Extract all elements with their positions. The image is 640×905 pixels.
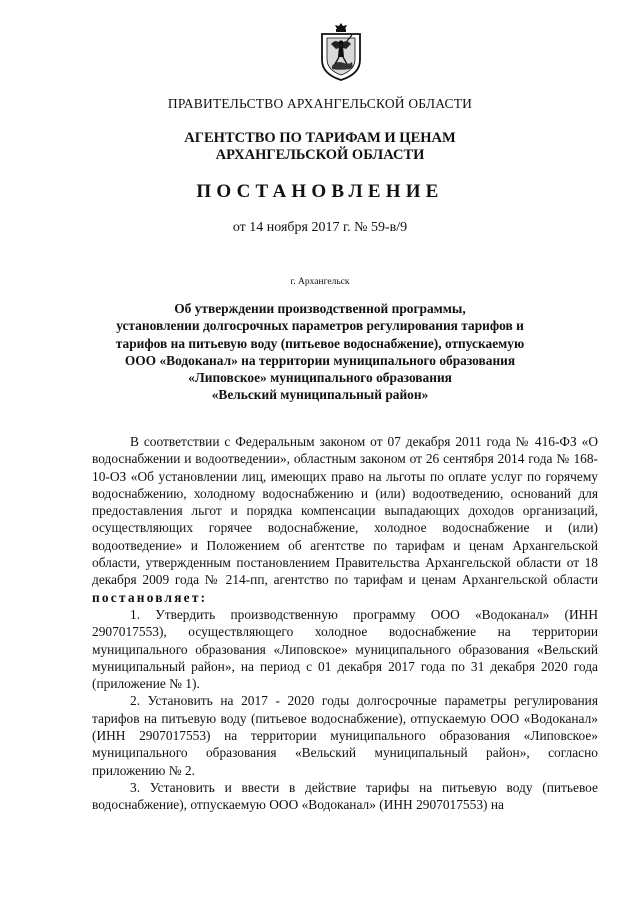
title-line-6: «Вельский муниципальный район»: [211, 387, 429, 403]
document-body: [92, 433, 598, 814]
item-2-paragraph: 2. Установить на 2017 - 2020 годы долгосрочные параметры регулирования тарифов на питьевую воду (питьевое водоснабжение), отпускаемую ООО «Водоканал» (ИНН 2907017553) на территории муниципального образования «Липовское» муниципального образования «Вельский муниципальный район», согласно приложению № 2.: [92, 693, 598, 778]
title-line-4: ООО «Водоканал» на территории муниципального образования: [124, 352, 516, 368]
agency-name: [0, 130, 640, 164]
item-3-paragraph: 3. Установить и ввести в действие тарифы на питьевую воду (питьевое водоснабжение), отпускаемую ООО «Водоканал» (ИНН 2907017553) на: [92, 779, 598, 813]
title-line-1: Об утверждении производственной программы,: [174, 301, 466, 316]
document-title: [0, 300, 640, 404]
decree-heading: ПОСТАНОВЛЕНИЕ: [196, 181, 444, 202]
title-line-5: «Липовское» муниципального образования: [188, 370, 452, 386]
title-line-3: тарифов на питьевую воду (питьевое водоснабжение), отпускаемую: [115, 335, 525, 351]
agency-name-line-1: АГЕНТСТВО ПО ТАРИФАМ И ЦЕНАМ: [184, 130, 456, 146]
city-name: г. Архангельск: [290, 277, 350, 287]
item-1-paragraph: 1. Утвердить производственную программу ООО «Водоканал» (ИНН 2907017553), осуществляющего холодное водоснабжение на территории муниципального образования «Липовское» муниципального образования «Вельский муниципальный район», на период с 01 декабря 2017 года по 31 декабря 2020 года (приложение № 1).: [92, 606, 598, 692]
resolves-keyword: постановляет:: [92, 589, 208, 605]
title-line-2: установлении долгосрочных параметров регулирования тарифов и: [116, 318, 524, 334]
arkhangelsk-coat-of-arms-icon: [317, 22, 365, 82]
agency-name-line-2: АРХАНГЕЛЬСКОЙ ОБЛАСТИ: [215, 147, 425, 163]
government-name: ПРАВИТЕЛЬСТВО АРХАНГЕЛЬСКОЙ ОБЛАСТИ: [167, 96, 473, 111]
intro-text: В соответствии с Федеральным законом от 07 декабря 2011 года № 416-ФЗ «О водоснабжении и водоотведении», областным законом от 26 сентября 2014 года № 168-10-ОЗ «Об установлении лиц, имеющих право на льготы по оплате услуг по горячему водоснабжению, холодному водоснабжению и (или) водоотведению, оснований для предоставления льгот и порядка компенсации выпадающих доходов организаций, осуществляющих горячее водоснабжение, холодное водоснабжение и (или) водоотведение» и Положением об агентстве по тарифам и ценам Архангельской области, утвержденным постановлением Правительства Архангельской области от 18 декабря 2009 года № 214-пп, агентство по тарифам и ценам Архангельской области: [92, 434, 598, 588]
intro-paragraph: [92, 433, 598, 606]
decree-date-number: от 14 ноября 2017 г. № 59-в/9: [232, 220, 408, 235]
